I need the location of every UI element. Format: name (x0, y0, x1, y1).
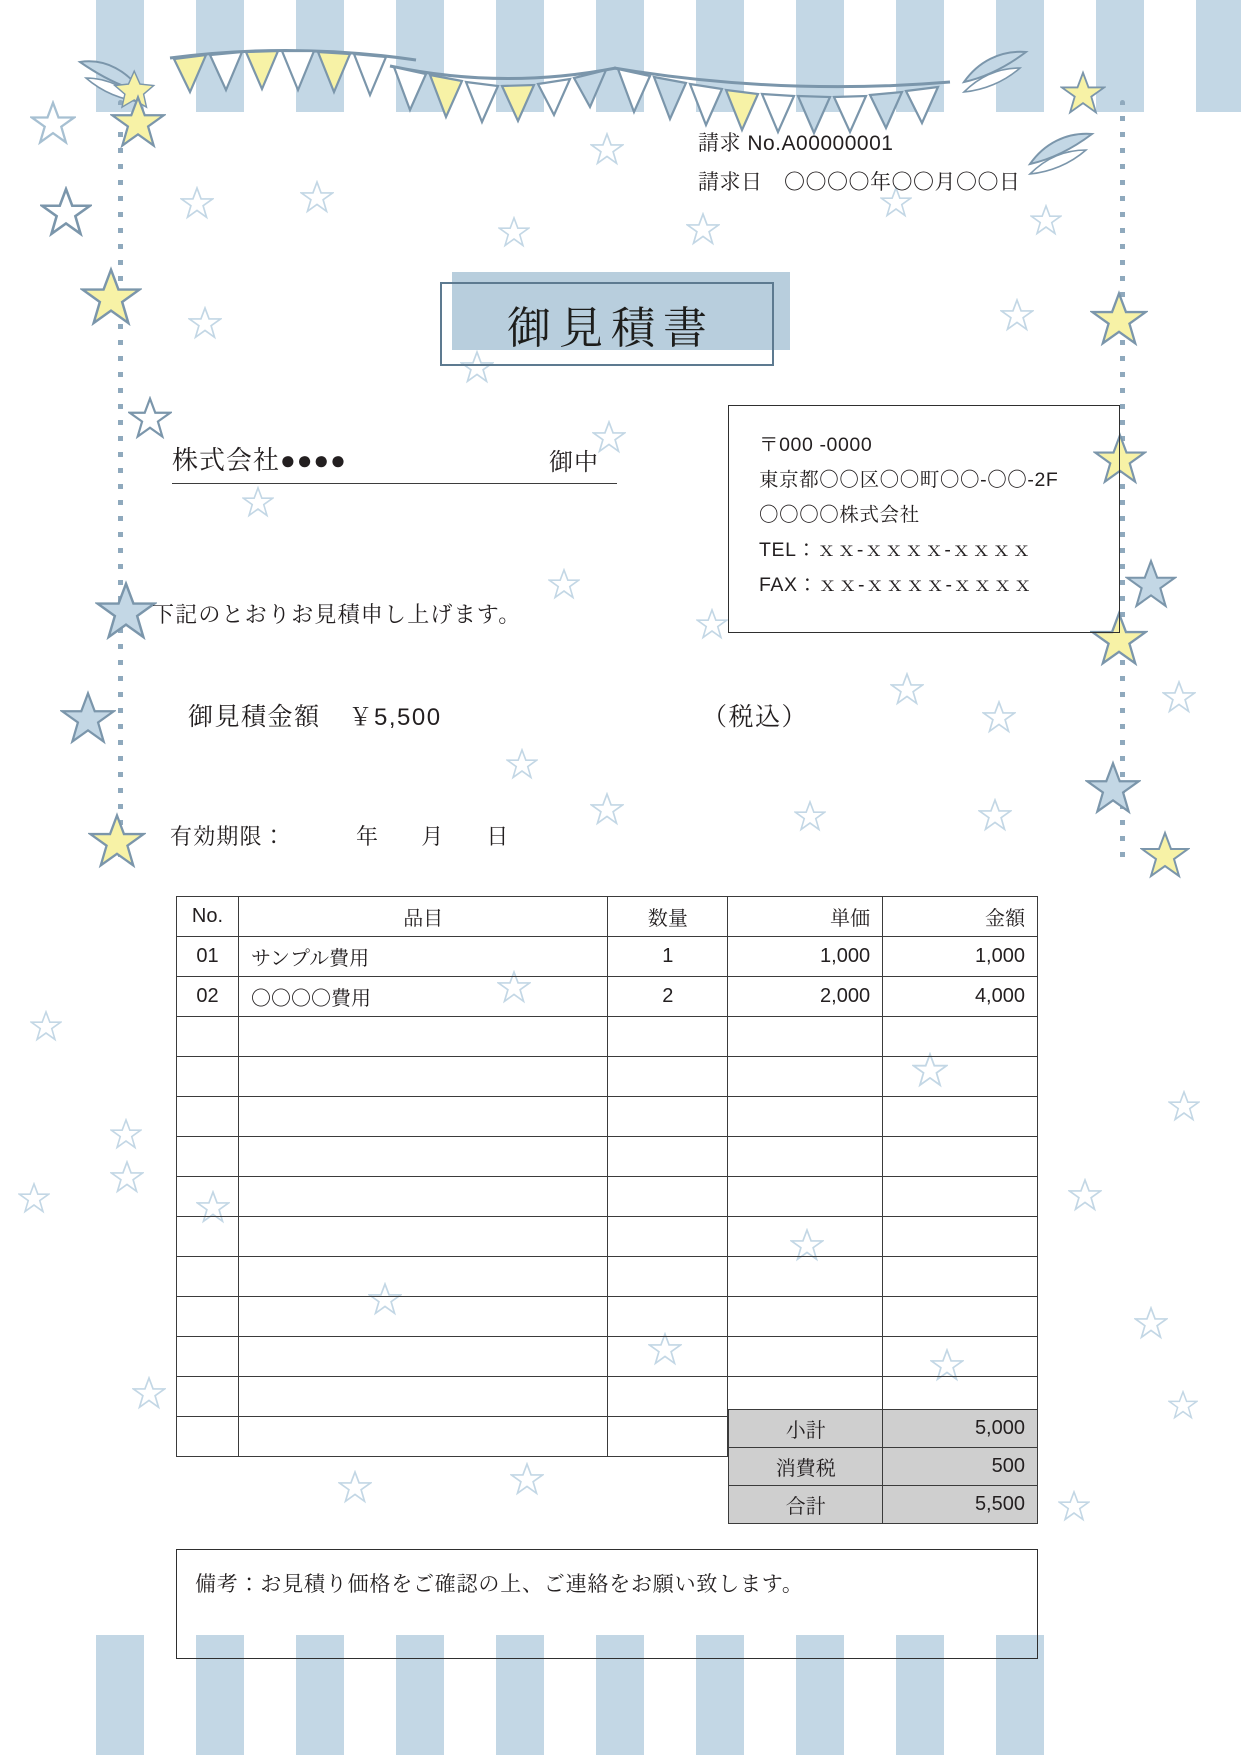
row-no (177, 1097, 239, 1137)
row-amount (883, 1337, 1038, 1377)
row-no (177, 1257, 239, 1297)
table-row (177, 1297, 1038, 1337)
row-amount (883, 1217, 1038, 1257)
estimate-amount-tax-note: （税込） (701, 703, 808, 731)
totals-row-subtotal (729, 1410, 1038, 1448)
validity-month: 月 (421, 824, 445, 849)
total-value: 5,500 (883, 1486, 1038, 1524)
row-amount (883, 1097, 1038, 1137)
row-amount (883, 1137, 1038, 1177)
row-no: 01 (177, 937, 239, 977)
header-qty: 数量 (608, 897, 728, 937)
subtotal-label: 小計 (729, 1410, 883, 1448)
items-table-head (177, 897, 1038, 937)
table-row (177, 1097, 1038, 1137)
row-price (728, 1297, 883, 1337)
row-item (238, 1017, 607, 1057)
row-item (238, 1257, 607, 1297)
tax-label: 消費税 (729, 1448, 883, 1486)
estimate-amount-value: ￥5,500 (348, 704, 442, 731)
row-item: 〇〇〇〇費用 (238, 977, 607, 1017)
total-label: 合計 (729, 1486, 883, 1524)
table-row (177, 1057, 1038, 1097)
items-table-header-row (177, 897, 1038, 937)
validity-label: 有効期限： (170, 824, 287, 849)
row-item (238, 1217, 607, 1257)
row-price (728, 1017, 883, 1057)
row-price (728, 1137, 883, 1177)
remarks-text: 備考：お見積り価格をご確認の上、ご連絡をお願い致します。 (195, 1573, 804, 1596)
row-qty: 2 (608, 977, 728, 1017)
header-amount: 金額 (883, 897, 1038, 937)
table-row (177, 1257, 1038, 1297)
row-no (177, 1137, 239, 1177)
table-row (177, 1137, 1038, 1177)
row-no (177, 1017, 239, 1057)
row-no (177, 1217, 239, 1257)
row-qty (608, 1297, 728, 1337)
row-no (177, 1297, 239, 1337)
row-price (728, 1177, 883, 1217)
row-amount: 4,000 (883, 977, 1038, 1017)
row-qty (608, 1097, 728, 1137)
row-price (728, 1337, 883, 1377)
estimate-amount-row (188, 697, 808, 733)
tax-value: 500 (883, 1448, 1038, 1486)
row-item (238, 1337, 607, 1377)
validity-day: 日 (486, 824, 510, 849)
row-no (177, 1177, 239, 1217)
issuer-tel: TEL：ｘｘ-ｘｘｘｘ-ｘｘｘｘ (759, 539, 1032, 561)
items-table (176, 896, 1038, 1457)
invoice-number: 請求 No.A00000001 (698, 132, 894, 155)
row-amount (883, 1017, 1038, 1057)
row-price (728, 1257, 883, 1297)
remarks-box (176, 1549, 1038, 1659)
row-qty (608, 1177, 728, 1217)
header-no: No. (177, 897, 239, 937)
row-price: 2,000 (728, 977, 883, 1017)
row-qty (608, 1217, 728, 1257)
totals-row-total (729, 1486, 1038, 1524)
client-honorific: 御中 (549, 449, 599, 476)
totals-row-tax (729, 1448, 1038, 1486)
title-box (440, 282, 774, 366)
invoice-meta-block (698, 124, 1021, 202)
row-item: サンプル費用 (238, 937, 607, 977)
row-qty (608, 1417, 728, 1457)
row-qty (608, 1017, 728, 1057)
row-qty (608, 1337, 728, 1377)
issuer-info-box (728, 405, 1120, 633)
row-amount (883, 1177, 1038, 1217)
row-item (238, 1297, 607, 1337)
table-row (177, 977, 1038, 1017)
row-item (238, 1137, 607, 1177)
table-row (177, 1017, 1038, 1057)
row-price (728, 1057, 883, 1097)
client-name-row (172, 440, 617, 484)
totals-table-body (729, 1410, 1038, 1524)
row-amount (883, 1057, 1038, 1097)
client-name: 株式会社●●●● (172, 445, 347, 475)
row-item (238, 1377, 607, 1417)
header-item: 品目 (238, 897, 607, 937)
row-amount: 1,000 (883, 937, 1038, 977)
row-price: 1,000 (728, 937, 883, 977)
row-qty (608, 1377, 728, 1417)
table-row (177, 937, 1038, 977)
table-row (177, 1177, 1038, 1217)
issuer-address: 東京都〇〇区〇〇町〇〇-〇〇-2F (759, 469, 1059, 491)
row-amount (883, 1257, 1038, 1297)
totals-table (728, 1409, 1038, 1524)
row-item (238, 1177, 607, 1217)
validity-row (170, 820, 510, 851)
row-no: 02 (177, 977, 239, 1017)
table-row (177, 1337, 1038, 1377)
issuer-company: 〇〇〇〇株式会社 (759, 504, 920, 526)
document-title-block (440, 272, 790, 364)
row-qty (608, 1057, 728, 1097)
row-no (177, 1337, 239, 1377)
subtotal-value: 5,000 (883, 1410, 1038, 1448)
invoice-date: 請求日 〇〇〇〇年〇〇月〇〇日 (698, 171, 1021, 194)
issuer-postal: 〒000 -0000 (759, 434, 873, 456)
row-no (177, 1057, 239, 1097)
page-title: 御見積書 (507, 304, 715, 353)
row-no (177, 1377, 239, 1417)
header-price: 単価 (728, 897, 883, 937)
table-row (177, 1217, 1038, 1257)
row-amount (883, 1297, 1038, 1337)
row-price (728, 1097, 883, 1137)
row-item (238, 1057, 607, 1097)
issuer-fax: FAX：ｘｘ-ｘｘｘｘ-ｘｘｘｘ (759, 574, 1033, 596)
row-qty: 1 (608, 937, 728, 977)
row-item (238, 1417, 607, 1457)
validity-year: 年 (356, 824, 380, 849)
lead-text: 下記のとおりお見積申し上げます。 (152, 602, 522, 627)
row-item (238, 1097, 607, 1137)
estimate-amount-label: 御見積金額 (188, 703, 321, 731)
items-table-body (177, 937, 1038, 1457)
row-qty (608, 1257, 728, 1297)
row-qty (608, 1137, 728, 1177)
row-price (728, 1217, 883, 1257)
row-no (177, 1417, 239, 1457)
